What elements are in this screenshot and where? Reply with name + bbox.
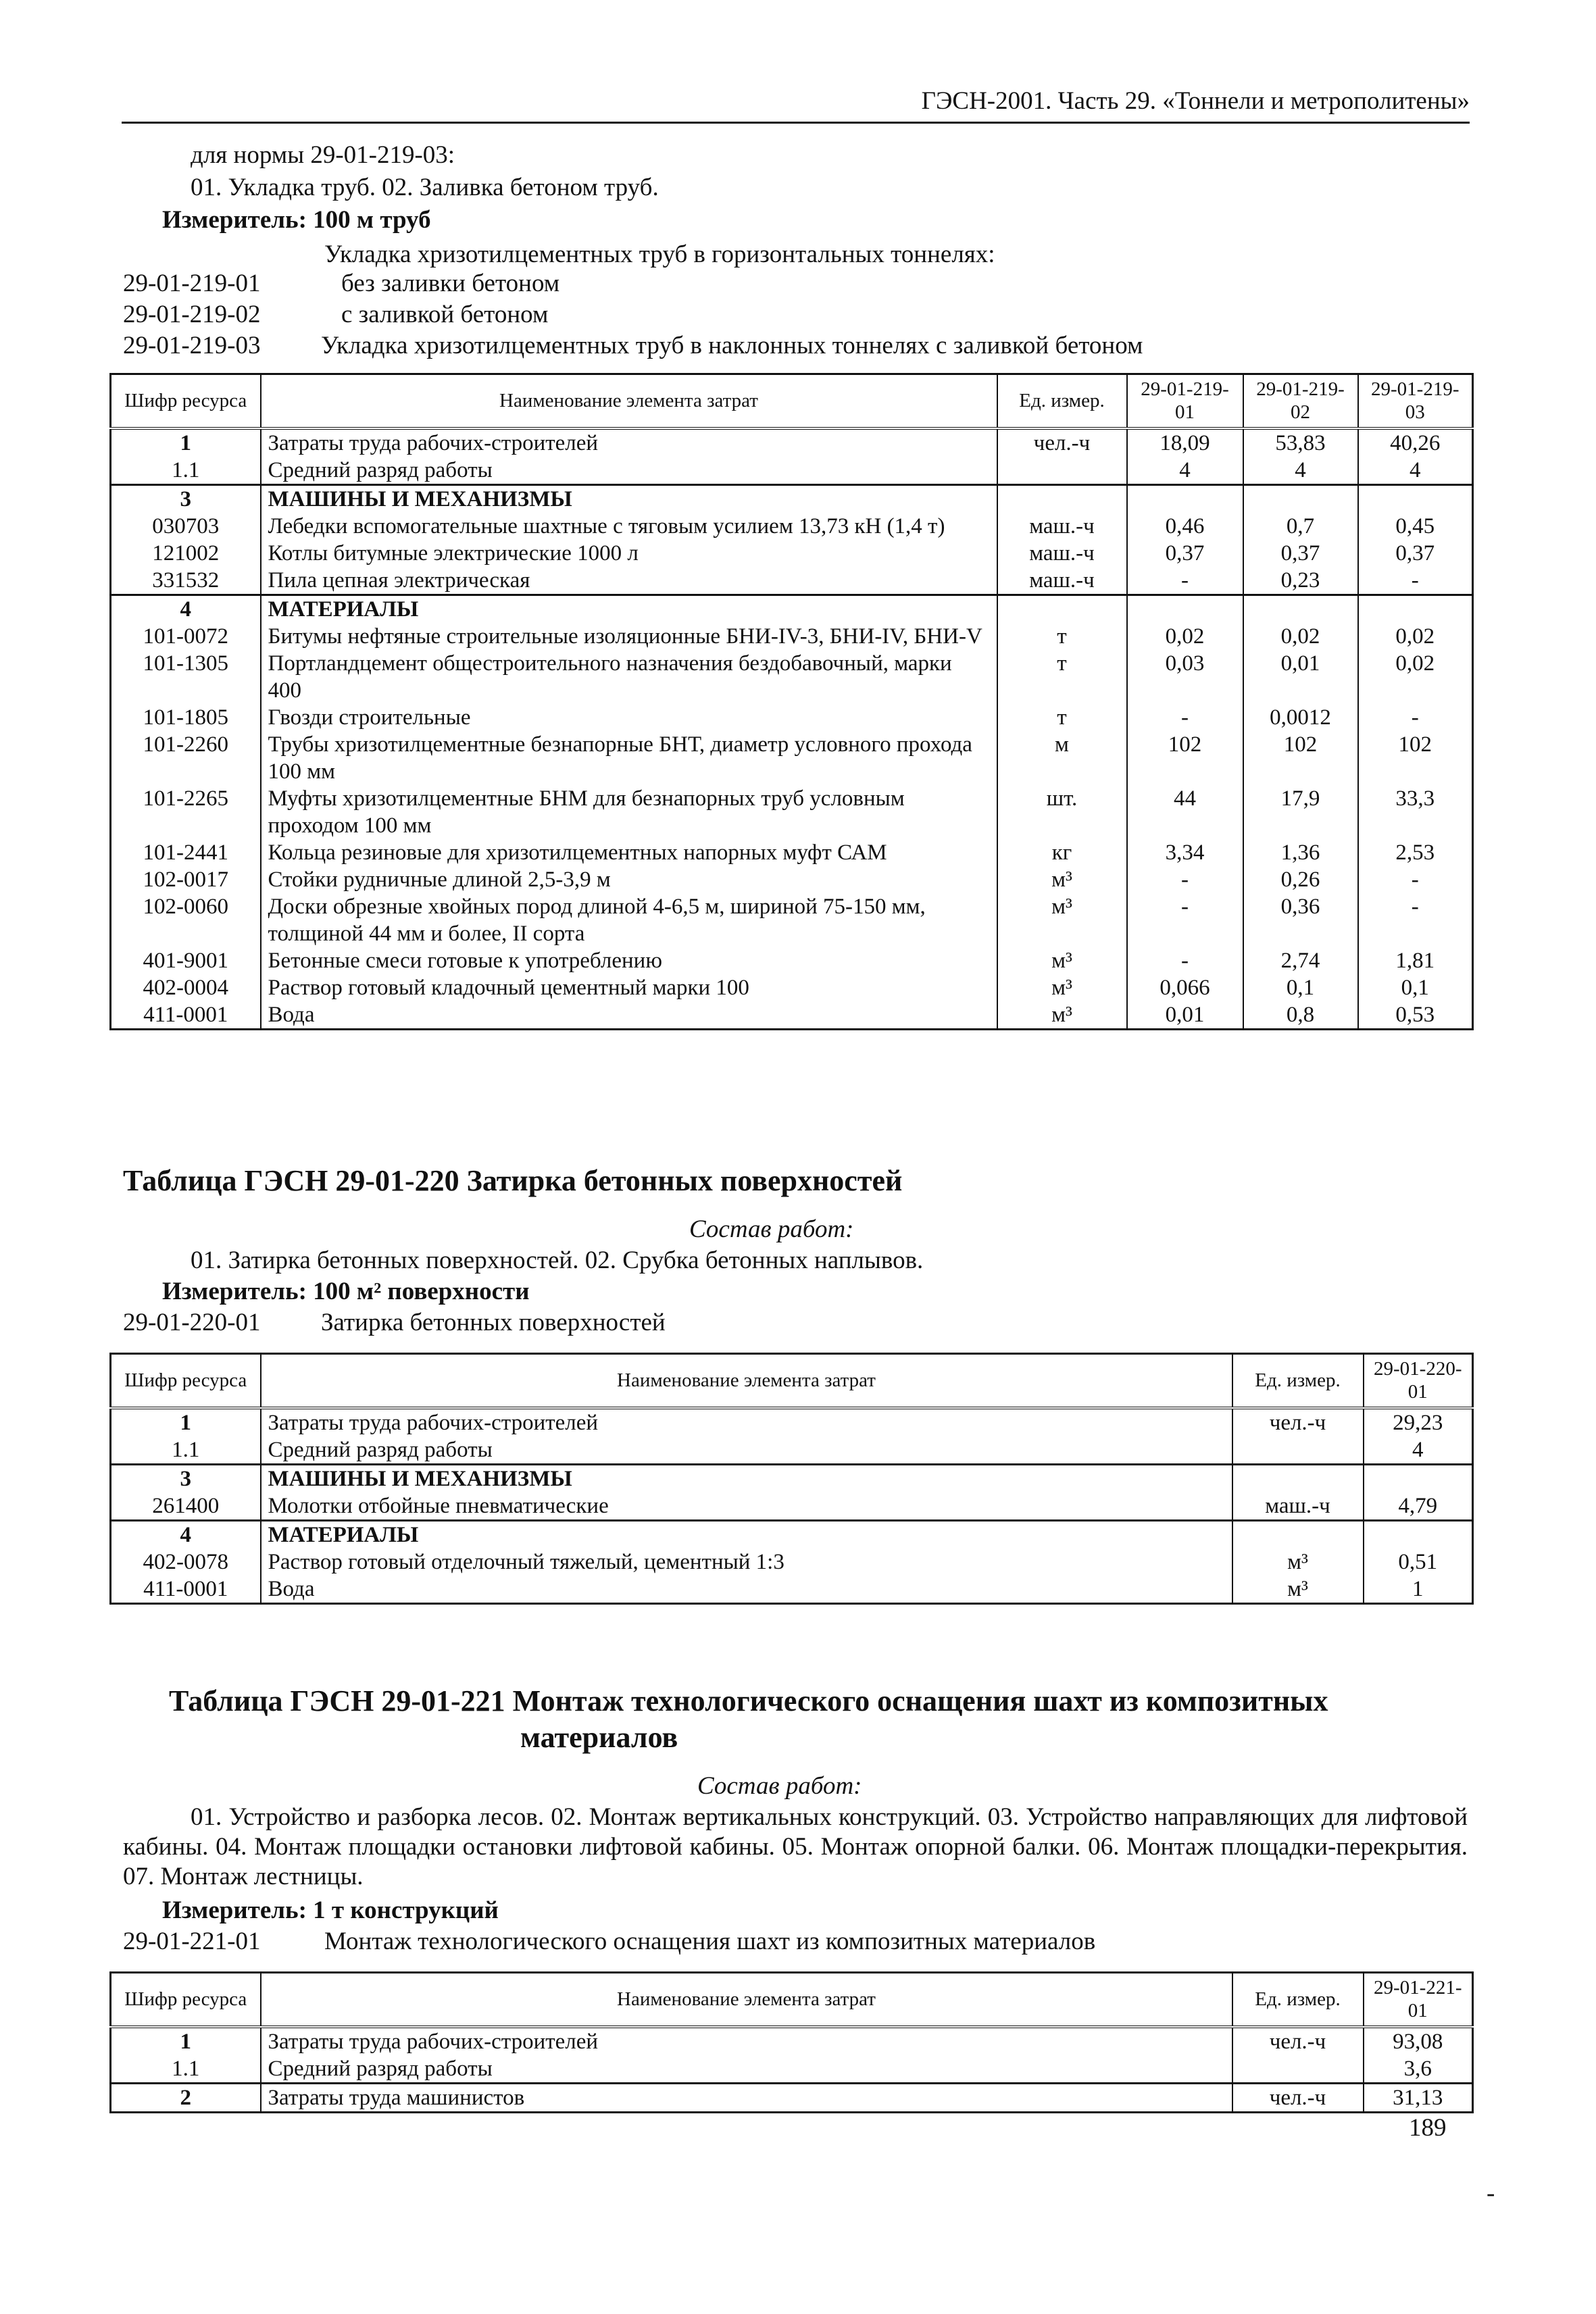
cell-resource-code: 3	[111, 1464, 261, 1492]
cell-resource-code: 101-2260	[111, 731, 261, 785]
cell-norm-value	[1243, 595, 1358, 623]
cell-norm-value: 0,8	[1243, 1001, 1358, 1030]
cell-resource-code: 102-0060	[111, 893, 261, 947]
norm-code: 29-01-221-01	[123, 1928, 261, 1955]
cell-unit	[1232, 2055, 1364, 2084]
group-title: Укладка хризотилцементных труб в горизонтальных тоннелях:	[324, 241, 995, 268]
cell-norm-value: -	[1127, 866, 1243, 893]
cell-resource-code: 331532	[111, 567, 261, 595]
norm-line: для нормы 29-01-219-03:	[191, 141, 455, 169]
cell-resource-code: 1	[111, 2027, 261, 2055]
cell-resource-code: 1	[111, 428, 261, 457]
cell-cost-element: Затраты труда рабочих-строителей	[261, 428, 997, 457]
cell-norm-value: 4	[1358, 457, 1473, 485]
resource-table-221	[109, 1971, 1474, 2113]
cell-cost-element: Молотки отбойные пневматические	[261, 1492, 1232, 1521]
cell-cost-element: Гвозди строительные	[261, 704, 997, 731]
cell-cost-element: Доски обрезные хвойных пород длиной 4-6,5 м, шириной 75-150 мм, толщиной 44 мм и более, II сорта	[261, 893, 997, 947]
cell-resource-code: 4	[111, 1520, 261, 1549]
table-row	[111, 567, 1473, 595]
table-row	[111, 731, 1473, 785]
col-header-norm: 29-01-219-01	[1127, 374, 1243, 428]
measure-line: Измеритель: 100 м труб	[162, 206, 431, 234]
measure-line: Измеритель: 100 м² поверхности	[162, 1278, 530, 1305]
cell-norm-value	[1127, 484, 1243, 513]
cell-cost-element: Раствор готовый отделочный тяжелый, цементный 1:3	[261, 1549, 1232, 1576]
cell-resource-code: 411-0001	[111, 1001, 261, 1030]
cell-cost-element: Средний разряд работы	[261, 457, 997, 485]
cell-norm-value: 1,36	[1243, 839, 1358, 866]
cell-norm-value: 0,02	[1127, 623, 1243, 650]
running-header: ГЭСН-2001. Часть 29. «Тоннели и метрополитены»	[921, 87, 1470, 115]
composition-label: Состав работ:	[697, 1772, 862, 1800]
cell-norm-value: 4,79	[1364, 1492, 1473, 1521]
norm-name: Затирка бетонных поверхностей	[321, 1309, 666, 1336]
cell-resource-code: 101-1805	[111, 704, 261, 731]
cell-norm-value: 0,02	[1358, 623, 1473, 650]
cell-resource-code: 101-0072	[111, 623, 261, 650]
cell-cost-element: Затраты труда машинистов	[261, 2083, 1232, 2112]
col-header-code: Шифр ресурса	[111, 374, 261, 428]
header-rule	[122, 122, 1470, 124]
page-number: 189	[1409, 2114, 1447, 2142]
cell-cost-element: МАТЕРИАЛЫ	[261, 595, 997, 623]
cell-norm-value: 0,46	[1127, 513, 1243, 540]
col-header-name: Наименование элемента затрат	[261, 374, 997, 428]
cell-norm-value: -	[1127, 947, 1243, 974]
cell-cost-element: Раствор готовый кладочный цементный марки 100	[261, 974, 997, 1001]
cell-norm-value: 0,37	[1243, 540, 1358, 567]
cell-norm-value: 102	[1127, 731, 1243, 785]
cell-cost-element: Вода	[261, 1576, 1232, 1604]
cell-resource-code: 1	[111, 1408, 261, 1436]
cell-norm-value: 0,7	[1243, 513, 1358, 540]
cell-norm-value: 33,3	[1358, 785, 1473, 839]
cell-norm-value: -	[1127, 893, 1243, 947]
table-row	[111, 484, 1473, 513]
cell-norm-value: 0,01	[1243, 650, 1358, 704]
table-row	[111, 1549, 1473, 1576]
cell-cost-element: Трубы хризотилцементные безнапорные БНТ, диаметр условного прохода 100 мм	[261, 731, 997, 785]
table-row	[111, 1520, 1473, 1549]
cell-unit: чел.-ч	[997, 428, 1127, 457]
table-row	[111, 595, 1473, 623]
table-row	[111, 893, 1473, 947]
cell-norm-value: 93,08	[1364, 2027, 1473, 2055]
cell-resource-code: 101-2441	[111, 839, 261, 866]
cell-norm-value	[1358, 595, 1473, 623]
cell-resource-code: 1.1	[111, 2055, 261, 2084]
work-line: 01. Затирка бетонных поверхностей. 02. Срубка бетонных наплывов.	[191, 1247, 924, 1274]
cell-resource-code: 030703	[111, 513, 261, 540]
cell-norm-value: 18,09	[1127, 428, 1243, 457]
cell-norm-value: 31,13	[1364, 2083, 1473, 2112]
cell-cost-element: МАШИНЫ И МЕХАНИЗМЫ	[261, 1464, 1232, 1492]
col-header-unit: Ед. измер.	[997, 374, 1127, 428]
cell-norm-value: -	[1127, 704, 1243, 731]
cell-resource-code: 2	[111, 2083, 261, 2112]
section-title-220: Таблица ГЭСН 29-01-220 Затирка бетонных поверхностей	[123, 1164, 903, 1197]
norm-name: с заливкой бетоном	[341, 301, 549, 328]
cell-cost-element: Кольца резиновые для хризотилцементных напорных муфт САМ	[261, 839, 997, 866]
cell-resource-code: 1.1	[111, 1436, 261, 1465]
cell-unit: м³	[1232, 1576, 1364, 1604]
cell-unit	[997, 484, 1127, 513]
col-header-norm: 29-01-219-02	[1243, 374, 1358, 428]
resource-table-220	[109, 1353, 1474, 1605]
cell-norm-value: 17,9	[1243, 785, 1358, 839]
cell-resource-code: 3	[111, 484, 261, 513]
cell-norm-value: 0,01	[1127, 1001, 1243, 1030]
cell-unit: маш.-ч	[997, 540, 1127, 567]
cell-cost-element: Бетонные смеси готовые к употреблению	[261, 947, 997, 974]
cell-norm-value: 0,02	[1358, 650, 1473, 704]
norm-code: 29-01-220-01	[123, 1309, 261, 1336]
table-row	[111, 2055, 1473, 2084]
cell-cost-element: Пила цепная электрическая	[261, 567, 997, 595]
cell-unit: кг	[997, 839, 1127, 866]
cell-norm-value: 2,53	[1358, 839, 1473, 866]
section-title-221: Таблица ГЭСН 29-01-221 Монтаж технологического оснащения шахт из композитных	[169, 1684, 1328, 1717]
cell-norm-value: 3,6	[1364, 2055, 1473, 2084]
table-row	[111, 947, 1473, 974]
cell-unit: м³	[997, 866, 1127, 893]
cell-resource-code: 121002	[111, 540, 261, 567]
norm-name: без заливки бетоном	[341, 270, 560, 297]
table-row	[111, 2027, 1473, 2055]
cell-norm-value: 4	[1243, 457, 1358, 485]
cell-unit: чел.-ч	[1232, 1408, 1364, 1436]
cell-cost-element: МАТЕРИАЛЫ	[261, 1520, 1232, 1549]
cell-cost-element: Лебедки вспомогательные шахтные с тяговым усилием 13,73 кН (1,4 т)	[261, 513, 997, 540]
cell-norm-value: 53,83	[1243, 428, 1358, 457]
col-header-name: Наименование элемента затрат	[261, 1354, 1232, 1408]
table-row	[111, 428, 1473, 457]
cell-norm-value: 1,81	[1358, 947, 1473, 974]
table-row	[111, 704, 1473, 731]
cell-norm-value: 0,23	[1243, 567, 1358, 595]
cell-unit: маш.-ч	[1232, 1492, 1364, 1521]
table-row	[111, 974, 1473, 1001]
cell-norm-value: 29,23	[1364, 1408, 1473, 1436]
cell-cost-element: МАШИНЫ И МЕХАНИЗМЫ	[261, 484, 997, 513]
cell-norm-value: -	[1127, 567, 1243, 595]
cell-norm-value: -	[1358, 866, 1473, 893]
cell-unit	[997, 457, 1127, 485]
table-row	[111, 785, 1473, 839]
cell-norm-value	[1364, 1464, 1473, 1492]
cell-norm-value: 0,51	[1364, 1549, 1473, 1576]
norm-code: 29-01-219-01	[123, 270, 261, 297]
cell-norm-value: 0,03	[1127, 650, 1243, 704]
cell-norm-value: -	[1358, 567, 1473, 595]
cell-norm-value: 40,26	[1358, 428, 1473, 457]
cell-unit	[1232, 1464, 1364, 1492]
measure-line: Измеритель: 1 т конструкций	[162, 1896, 499, 1924]
table-row	[111, 1464, 1473, 1492]
cell-norm-value: 0,45	[1358, 513, 1473, 540]
cell-norm-value: 2,74	[1243, 947, 1358, 974]
col-header-code: Шифр ресурса	[111, 1354, 261, 1408]
cell-resource-code: 401-9001	[111, 947, 261, 974]
cell-resource-code: 261400	[111, 1492, 261, 1521]
cell-unit: чел.-ч	[1232, 2027, 1364, 2055]
cell-norm-value: 0,36	[1243, 893, 1358, 947]
work-line: 01. Укладка труб. 02. Заливка бетоном труб.	[191, 174, 659, 201]
table-row	[111, 1436, 1473, 1465]
norm-name: Монтаж технологического оснащения шахт из композитных материалов	[324, 1928, 1096, 1955]
cell-cost-element: Вода	[261, 1001, 997, 1030]
cell-resource-code: 101-2265	[111, 785, 261, 839]
cell-unit	[1232, 1436, 1364, 1465]
cell-unit: м³	[997, 893, 1127, 947]
cell-cost-element: Затраты труда рабочих-строителей	[261, 1408, 1232, 1436]
cell-unit: маш.-ч	[997, 567, 1127, 595]
cell-unit: м³	[1232, 1549, 1364, 1576]
cell-resource-code: 402-0078	[111, 1549, 261, 1576]
cell-unit: шт.	[997, 785, 1127, 839]
cell-norm-value: 4	[1127, 457, 1243, 485]
cell-unit: маш.-ч	[997, 513, 1127, 540]
table-row	[111, 650, 1473, 704]
cell-norm-value: 3,34	[1127, 839, 1243, 866]
cell-unit: м	[997, 731, 1127, 785]
table-row	[111, 457, 1473, 485]
cell-unit: м³	[997, 974, 1127, 1001]
col-header-unit: Ед. измер.	[1232, 1973, 1364, 2027]
cell-norm-value: 0,066	[1127, 974, 1243, 1001]
cell-norm-value: 4	[1364, 1436, 1473, 1465]
cell-norm-value: 0,1	[1243, 974, 1358, 1001]
col-header-unit: Ед. измер.	[1232, 1354, 1364, 1408]
table-row	[111, 513, 1473, 540]
col-header-norm: 29-01-221-01	[1364, 1973, 1473, 2027]
cell-norm-value	[1358, 484, 1473, 513]
table-row	[111, 866, 1473, 893]
corner-mark: -	[1487, 2180, 1495, 2207]
cell-resource-code: 1.1	[111, 457, 261, 485]
cell-norm-value: -	[1358, 704, 1473, 731]
table-row	[111, 1576, 1473, 1604]
cell-cost-element: Котлы битумные электрические 1000 л	[261, 540, 997, 567]
cell-norm-value: 0,0012	[1243, 704, 1358, 731]
cell-unit: м³	[997, 1001, 1127, 1030]
cell-norm-value: 0,53	[1358, 1001, 1473, 1030]
cell-resource-code: 411-0001	[111, 1576, 261, 1604]
cell-norm-value: 44	[1127, 785, 1243, 839]
cell-norm-value: 0,37	[1358, 540, 1473, 567]
cell-cost-element: Средний разряд работы	[261, 1436, 1232, 1465]
cell-unit	[997, 595, 1127, 623]
table-row	[111, 1001, 1473, 1030]
cell-unit: т	[997, 704, 1127, 731]
table-row	[111, 623, 1473, 650]
cell-norm-value: 0,26	[1243, 866, 1358, 893]
cell-cost-element: Муфты хризотилцементные БНМ для безнапорных труб условным проходом 100 мм	[261, 785, 997, 839]
cell-norm-value	[1364, 1520, 1473, 1549]
cell-cost-element: Стойки рудничные длиной 2,5-3,9 м	[261, 866, 997, 893]
cell-unit: чел.-ч	[1232, 2083, 1364, 2112]
cell-norm-value: 1	[1364, 1576, 1473, 1604]
norm-code: 29-01-219-03	[123, 332, 261, 359]
composition-label: Состав работ:	[689, 1215, 854, 1243]
col-header-name: Наименование элемента затрат	[261, 1973, 1232, 2027]
norm-name: Укладка хризотилцементных труб в наклонных тоннелях с заливкой бетоном	[321, 332, 1143, 359]
table-row	[111, 1492, 1473, 1521]
cell-norm-value: 102	[1243, 731, 1358, 785]
col-header-code: Шифр ресурса	[111, 1973, 261, 2027]
table-row	[111, 839, 1473, 866]
cell-norm-value: 0,37	[1127, 540, 1243, 567]
table-row	[111, 1408, 1473, 1436]
cell-norm-value	[1243, 484, 1358, 513]
resource-table-219	[109, 373, 1474, 1030]
norm-code: 29-01-219-02	[123, 301, 261, 328]
section-title-221-cont: материалов	[520, 1721, 678, 1754]
cell-resource-code: 102-0017	[111, 866, 261, 893]
table-row	[111, 2083, 1473, 2112]
col-header-norm: 29-01-220-01	[1364, 1354, 1473, 1408]
cell-cost-element: Битумы нефтяные строительные изоляционные БНИ-IV-3, БНИ-IV, БНИ-V	[261, 623, 997, 650]
cell-resource-code: 4	[111, 595, 261, 623]
cell-norm-value	[1127, 595, 1243, 623]
cell-norm-value: 0,02	[1243, 623, 1358, 650]
cell-norm-value: -	[1358, 893, 1473, 947]
table-row	[111, 540, 1473, 567]
cell-norm-value: 102	[1358, 731, 1473, 785]
col-header-norm: 29-01-219-03	[1358, 374, 1473, 428]
cell-unit: т	[997, 650, 1127, 704]
cell-cost-element: Затраты труда рабочих-строителей	[261, 2027, 1232, 2055]
cell-cost-element: Портландцемент общестроительного назначения бездобавочный, марки 400	[261, 650, 997, 704]
cell-unit	[1232, 1520, 1364, 1549]
cell-resource-code: 101-1305	[111, 650, 261, 704]
cell-resource-code: 402-0004	[111, 974, 261, 1001]
cell-unit: т	[997, 623, 1127, 650]
cell-unit: м³	[997, 947, 1127, 974]
cell-norm-value: 0,1	[1358, 974, 1473, 1001]
work-paragraph: 01. Устройство и разборка лесов. 02. Монтаж вертикальных конструкций. 03. Устройство направляющих для лифтовой кабины. 04. Монтаж площадки остановки лифтовой кабины. 05. Монтаж опорной балки. 06. Монтаж площадки-перекрытия. 07. Монтаж лестницы.	[123, 1803, 1468, 1890]
cell-cost-element: Средний разряд работы	[261, 2055, 1232, 2084]
